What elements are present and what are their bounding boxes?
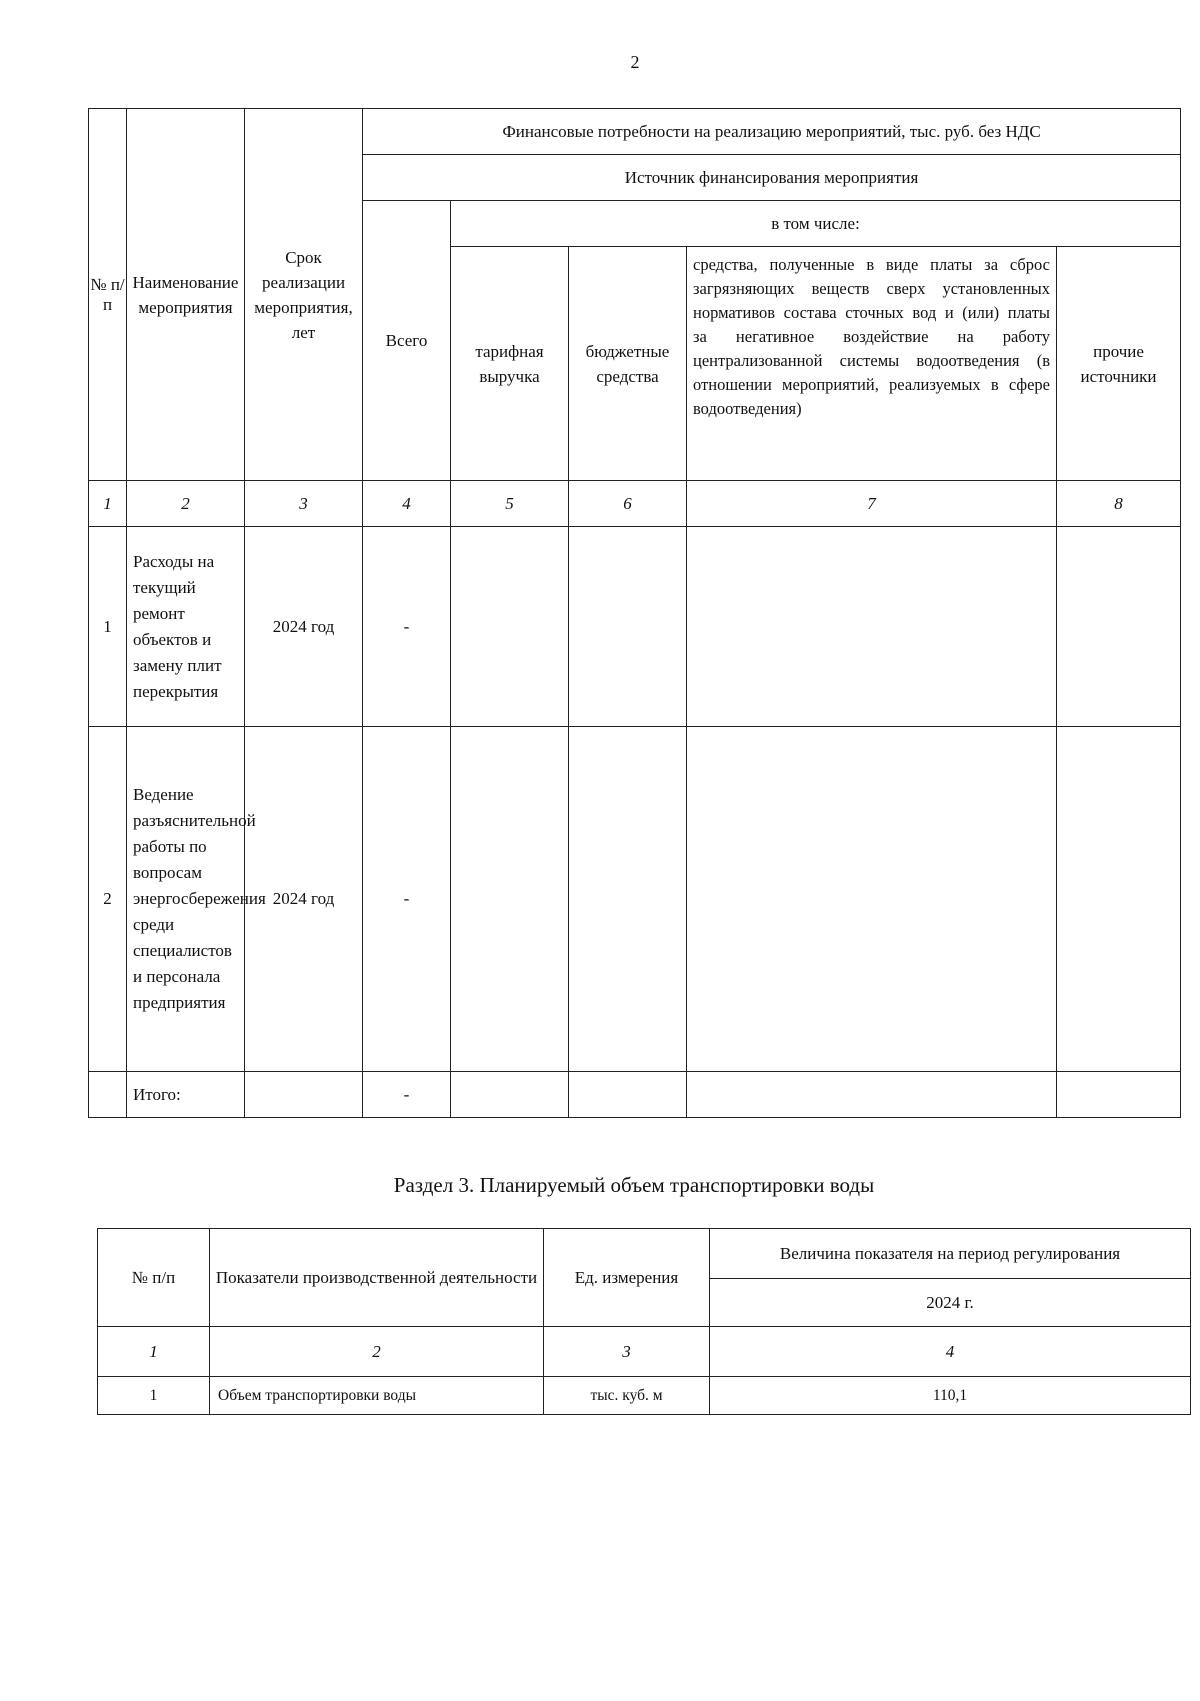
column-number: 4 xyxy=(710,1327,1191,1377)
row-name: Расходы на текущий ремонт объектов и замену плит перекрытия xyxy=(127,527,245,727)
header-unit: Ед. измерения xyxy=(544,1229,710,1327)
column-number: 1 xyxy=(89,481,127,527)
header-financial-needs: Финансовые потребности на реализацию мероприятий, тыс. руб. без НДС xyxy=(363,109,1181,155)
header-num: № п/п xyxy=(98,1229,210,1327)
row-term: 2024 год xyxy=(245,527,363,727)
financing-table xyxy=(88,108,1181,1118)
row-other xyxy=(1057,727,1181,1072)
column-number: 3 xyxy=(245,481,363,527)
row-num: 1 xyxy=(89,527,127,727)
header-year: 2024 г. xyxy=(710,1279,1191,1327)
table-row xyxy=(98,1377,1191,1415)
total-tariff xyxy=(451,1072,569,1118)
header-tariff: тарифная выручка xyxy=(451,247,569,481)
column-number: 4 xyxy=(363,481,451,527)
total-value: - xyxy=(363,1072,451,1118)
header-indicator: Показатели производственной деятельности xyxy=(210,1229,544,1327)
row-total: - xyxy=(363,527,451,727)
row-name: Ведение разъяснительной работы по вопросам энергосбережения среди специалистов и персонала предприятия xyxy=(127,727,245,1072)
row-term: 2024 год xyxy=(245,727,363,1072)
total-other xyxy=(1057,1072,1181,1118)
volume-table xyxy=(97,1228,1191,1415)
header-total: Всего xyxy=(363,201,451,481)
table-row xyxy=(89,727,1181,1072)
column-number: 8 xyxy=(1057,481,1181,527)
row-num: 2 xyxy=(89,727,127,1072)
row-indicator: Объем транспортировки воды xyxy=(210,1377,544,1415)
row-unit: тыс. куб. м xyxy=(544,1377,710,1415)
column-number: 7 xyxy=(687,481,1057,527)
row-tariff xyxy=(451,527,569,727)
total-label: Итого: xyxy=(127,1072,245,1118)
header-num: № п/п xyxy=(89,109,127,481)
total-num xyxy=(89,1072,127,1118)
total-budget xyxy=(569,1072,687,1118)
column-number: 5 xyxy=(451,481,569,527)
total-fees xyxy=(687,1072,1057,1118)
header-budget: бюджетные средства xyxy=(569,247,687,481)
row-num: 1 xyxy=(98,1377,210,1415)
row-other xyxy=(1057,527,1181,727)
header-value-period: Величина показателя на период регулирования xyxy=(710,1229,1191,1279)
column-number: 2 xyxy=(127,481,245,527)
header-including: в том числе: xyxy=(451,201,1181,247)
row-total: - xyxy=(363,727,451,1072)
row-budget xyxy=(569,527,687,727)
column-number: 3 xyxy=(544,1327,710,1377)
header-name: Наименование мероприятия xyxy=(127,109,245,481)
header-fees: средства, полученные в виде платы за сброс загрязняющих веществ сверх установленных нормативов состава сточных вод и (или) платы за негативное воздействие на работу централизованной системы водоотведения (в отношении мероприятий, реализуемых в сфере водоотведения) xyxy=(687,247,1057,481)
page-number: 2 xyxy=(630,52,640,72)
column-number: 2 xyxy=(210,1327,544,1377)
total-term xyxy=(245,1072,363,1118)
header-term: Срок реализации мероприятия, лет xyxy=(245,109,363,481)
row-budget xyxy=(569,727,687,1072)
row-fees xyxy=(687,727,1057,1072)
header-other: прочие источники xyxy=(1057,247,1181,481)
total-row xyxy=(89,1072,1181,1118)
header-source: Источник финансирования мероприятия xyxy=(363,155,1181,201)
column-number: 1 xyxy=(98,1327,210,1377)
row-tariff xyxy=(451,727,569,1072)
row-fees xyxy=(687,527,1057,727)
row-value: 110,1 xyxy=(710,1377,1191,1415)
section-title: Раздел 3. Планируемый объем транспортировки воды xyxy=(393,1173,875,1197)
table-row xyxy=(89,527,1181,727)
column-number: 6 xyxy=(569,481,687,527)
